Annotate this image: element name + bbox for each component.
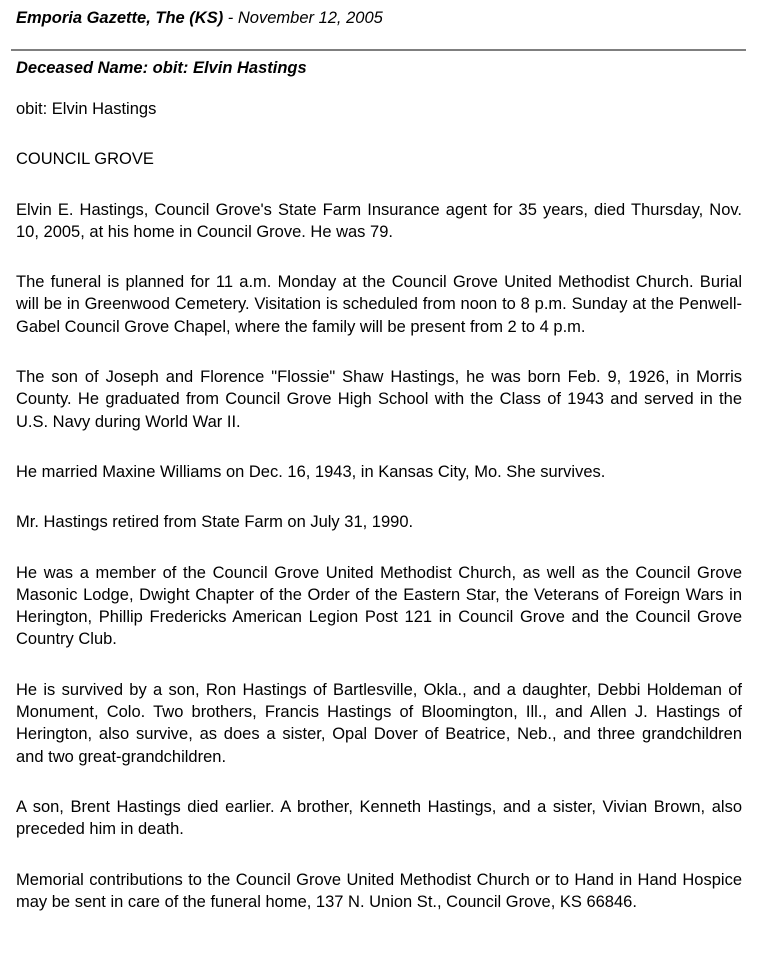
article-paragraph: Memorial contributions to the Council Grove United Methodist Church or to Hand in Hand Hospice may be sent in care of the funeral home, 137 N. Union St., Council Grove, KS 66846. (16, 870, 742, 911)
article-paragraph: He is survived by a son, Ron Hastings of Bartlesville, Okla., and a daughter, Debbi Holdeman of Monument, Colo. Two brothers, Francis Hastings of Bloomington, Ill., and Allen J. Hastings of Herington, also survive, as does a sister, Opal Dover of Beatrice, Neb., and three grandchildren and two great-grandchildren. (16, 680, 742, 766)
article-paragraph: He married Maxine Williams on Dec. 16, 1943, in Kansas City, Mo. She survives. (16, 462, 606, 481)
article-paragraph: Mr. Hastings retired from State Farm on July 31, 1990. (16, 513, 414, 532)
article-paragraph: The son of Joseph and Florence "Flossie" Shaw Hastings, he was born Feb. 9, 1926, in Morris County. He graduated from Council Grove High School with the Class of 1943 and served in the U.S. Navy during World War II. (16, 368, 742, 431)
deceased-name-heading: Deceased Name: obit: Elvin Hastings (16, 59, 307, 77)
article-body (16, 98, 742, 941)
article-paragraph: A son, Brent Hastings died earlier. A brother, Kenneth Hastings, and a sister, Vivian Brown, also preceded him in death. (16, 797, 742, 839)
article-paragraph: Elvin E. Hastings, Council Grove's State Farm Insurance agent for 35 years, died Thursday, Nov. 10, 2005, at his home in Council Grove. He was 79. (16, 200, 742, 241)
article-header (16, 9, 383, 28)
header-divider (11, 49, 746, 51)
header-separator: - (223, 9, 238, 27)
publication-date: November 12, 2005 (237, 9, 383, 27)
publication-name: Emporia Gazette, The (KS) (16, 9, 224, 27)
article-paragraph: He was a member of the Council Grove United Methodist Church, as well as the Council Grove Masonic Lodge, Dwight Chapter of the Order of the Eastern Star, the Veterans of Foreign Wars in Herington, Phillip Fredericks American Legion Post 121 in Council Grove and the Council Grove Country Club. (16, 563, 742, 649)
article-paragraph: The funeral is planned for 11 a.m. Monday at the Council Grove United Methodist Church. Burial will be in Greenwood Cemetery. Visitation is scheduled from noon to 8 p.m. Sunday at the Penwell-Gabel Council Grove Chapel, where the family will be present from 2 to 4 p.m. (16, 273, 742, 336)
article-paragraph: obit: Elvin Hastings (16, 100, 157, 118)
article-paragraph: COUNCIL GROVE (16, 150, 154, 169)
